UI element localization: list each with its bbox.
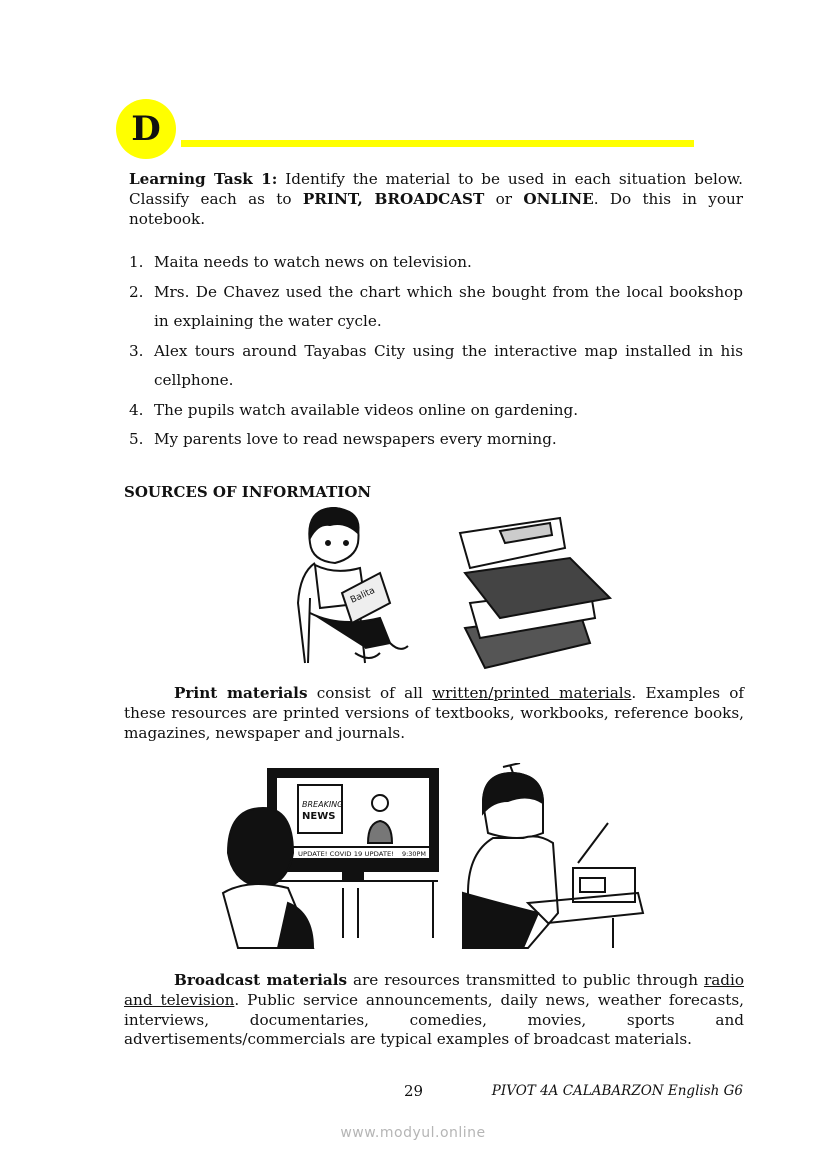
learning-task-instructions: [129, 170, 743, 229]
task-emphasis-online: ONLINE: [523, 189, 594, 208]
print-text: . Examples of these resources are printed versions of textbooks, workbooks, reference books, magazines, newspaper and journals.: [124, 684, 745, 742]
page-number: 29: [404, 1082, 424, 1100]
broadcast-term: Broadcast materials: [174, 971, 348, 989]
girl-watching-tv-image: [223, 769, 438, 948]
news-ticker: UPDATE! COVID 19 UPDATE!: [298, 850, 394, 858]
print-term: Print materials: [174, 684, 308, 702]
breaking-label: BREAKING: [302, 800, 344, 809]
print-materials-paragraph: [124, 684, 744, 743]
print-underlined-text: written/printed materials: [432, 684, 632, 702]
news-time: 9:30PM: [402, 850, 426, 858]
list-item: [129, 248, 743, 278]
task-text: . Do this in your notebook.: [129, 189, 743, 228]
list-item: [129, 278, 743, 337]
boy-reading-newspaper-image: [298, 508, 408, 663]
stack-of-books-image: [460, 518, 610, 668]
section-divider: [181, 140, 694, 147]
item-number: 1.: [129, 253, 144, 271]
print-materials-illustration: [270, 503, 620, 673]
broadcast-underlined-text: radio and television: [124, 971, 745, 1009]
list-item: [129, 425, 743, 455]
item-text: Mrs. De Chavez used the chart which she bought from the local bookshop in explaining the water cycle.: [154, 282, 743, 330]
item-number: 4.: [129, 400, 144, 419]
section-letter: D: [131, 109, 161, 149]
list-item: [129, 396, 743, 426]
broadcast-text: . Public service announcements, daily news, weather forecasts, interviews, documentaries, comedies, movies, sports and advertisements/commercials are typical examples of broadcast materials.: [124, 990, 744, 1049]
broadcast-text: are resources transmitted to public through: [347, 971, 704, 989]
list-item: [129, 337, 743, 396]
boy-listening-radio-image: [463, 763, 643, 948]
item-text: Alex tours around Tayabas City using the interactive map installed in his cellphone.: [154, 341, 743, 389]
newspaper-label: Balita: [349, 585, 377, 606]
item-text: The pupils watch available videos online on gardening.: [154, 400, 579, 419]
item-text: Maita needs to watch news on television.: [154, 253, 472, 271]
broadcast-materials-illustration: [218, 763, 648, 953]
watermark: www.modyul.online: [340, 1125, 486, 1141]
footer-title: PIVOT 4A CALABARZON English G6: [491, 1083, 743, 1099]
section-letter-badge: [116, 99, 176, 159]
task-emphasis-print-broadcast: PRINT, BROADCAST: [302, 189, 485, 208]
item-text: My parents love to read newspapers every morning.: [154, 430, 557, 448]
print-text: consist of all: [307, 684, 433, 702]
sources-heading: SOURCES OF INFORMATION: [124, 483, 372, 501]
item-number: 3.: [129, 341, 144, 360]
broadcast-materials-paragraph: [124, 971, 744, 1050]
item-number: 5.: [129, 430, 144, 448]
task-text: or: [484, 189, 524, 208]
news-label: NEWS: [302, 811, 336, 822]
task-text: Identify the material to be used in each situation below. Classify each as to: [129, 170, 743, 208]
item-number: 2.: [129, 282, 144, 301]
task-items-list: [129, 248, 743, 455]
task-label: Learning Task 1:: [129, 170, 278, 188]
